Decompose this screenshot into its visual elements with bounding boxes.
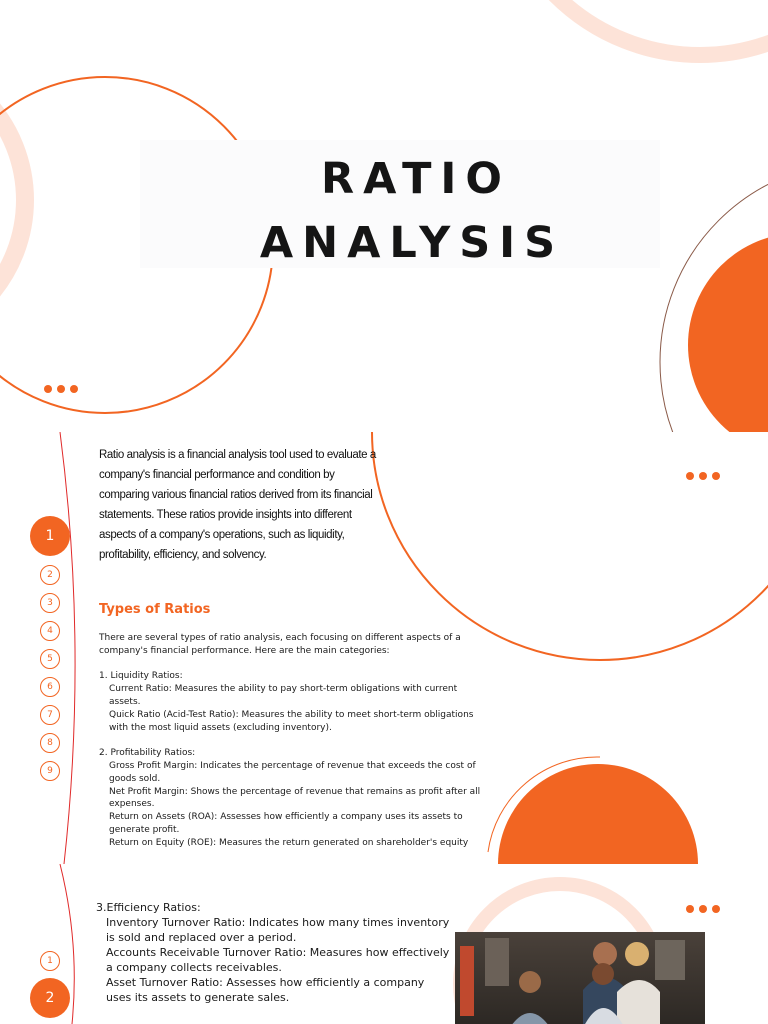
category-title: 3.Efficiency Ratios: [96,901,201,914]
category-title: 1. Liquidity Ratios: [99,671,183,682]
page-number[interactable]: 2 [40,565,60,585]
page-number[interactable]: 3 [40,593,60,613]
deco-circle-outline [372,432,768,660]
lead-paragraph: There are several types of ratio analysis, each focusing on different aspects of a company's financial performance. Here are the main categories: [99,633,461,656]
dots-decoration [686,472,720,480]
curved-divider [60,432,75,864]
dots-decoration [44,385,78,393]
ratio-item: Quick Ratio (Acid-Test Ratio): Measures the ability to meet short-term obligations with the most liquid assets (excluding inventory). [109,709,474,733]
page-number[interactable]: 8 [40,733,60,753]
content-page-1 [0,432,768,864]
page-number-active[interactable]: 1 [30,516,70,556]
page-number[interactable]: 5 [40,649,60,669]
team-photo [455,932,705,1024]
category-title: 2. Profitability Ratios: [99,748,196,759]
title-line-1: RATIO [321,154,511,204]
content-page-2 [0,864,768,1024]
intro-paragraph: Ratio analysis is a financial analysis tool used to evaluate a company's financial performance and condition by comparing various financial ratios derived from its financial statements. These ratios provide insights into different aspects of a company's operations, such as liquidity, profitability, efficiency, and solvency. [99,449,376,561]
dots-decoration [686,905,720,913]
page-number[interactable]: 7 [40,705,60,725]
ratio-item: Net Profit Margin: Shows the percentage of revenue that remains as profit after all expenses. [109,786,481,810]
deco-arc-top-right [495,0,768,55]
ratio-item: Gross Profit Margin: Indicates the percentage of revenue that exceeds the cost of goods sold. [109,760,476,784]
page-number[interactable]: 9 [40,761,60,781]
ratio-item: Asset Turnover Ratio: Assesses how efficiently a company uses its assets to generate sales. [106,976,425,1004]
efficiency-body [96,900,452,1005]
deco-filled-circle [688,233,768,432]
title-line-2: ANALYSIS [259,218,565,268]
ratio-item: Accounts Receivable Turnover Ratio: Measures how effectively a company collects receivables. [106,946,450,974]
cover-page [0,0,768,432]
ratio-types-body [99,632,491,850]
page-number[interactable]: 1 [40,951,60,971]
deco-filled-half-circle [498,764,698,864]
ratio-item: Inventory Turnover Ratio: Indicates how many times inventory is sold and replaced over a period. [106,916,450,944]
page-number[interactable]: 4 [40,621,60,641]
section-heading: Types of Ratios [99,602,211,617]
page-number-active[interactable]: 2 [30,978,70,1018]
ratio-item: Current Ratio: Measures the ability to pay short-term obligations with current assets. [109,684,458,707]
page-number[interactable]: 6 [40,677,60,697]
ratio-item: Return on Assets (ROA): Assesses how efficiently a company uses its assets to generate profit. [109,812,463,835]
ratio-item: Return on Equity (ROE): Measures the return generated on shareholder's equity [109,837,469,848]
